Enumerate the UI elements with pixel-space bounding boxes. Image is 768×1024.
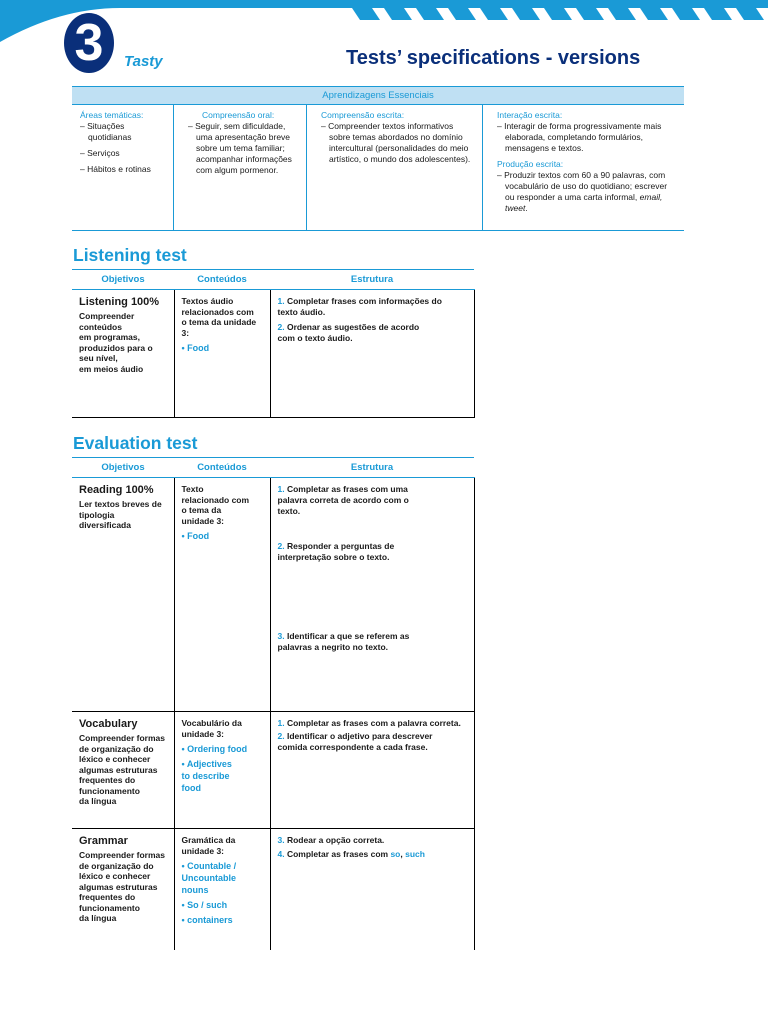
estrutura-cell xyxy=(270,290,474,418)
unit-number-badge: 3 xyxy=(64,13,114,73)
content-intro: Texto relacionado com o tema da unidade 3: xyxy=(181,484,250,526)
structure-item: 4. Completar as frases com so, such xyxy=(277,849,425,859)
objetivos-cell xyxy=(72,829,174,950)
areas-heading: Áreas temáticas: xyxy=(80,110,144,120)
column-header: Objetivos xyxy=(72,458,174,478)
objective-desc: Ler textos breves de tipologia diversificada xyxy=(79,499,162,530)
objective-desc: Compreender conteúdos em programas, produzidos para o seu nível, em meios áudio xyxy=(79,311,153,374)
structure-item: 1. Completar as frases com a palavra correta. xyxy=(277,718,461,728)
column-header: Estrutura xyxy=(270,270,474,290)
aprendizagens-title: Aprendizagens Essenciais xyxy=(72,86,684,105)
conteudos-cell xyxy=(174,829,270,950)
column-header: Estrutura xyxy=(270,458,474,478)
aprendizagens-table xyxy=(72,86,684,231)
oral-text: – Seguir, sem dificuldade, uma apresentação breve sobre um tema familiar; acompanhar informações com algum pormenor. xyxy=(188,121,292,175)
structure-item: 3. Identificar a que se referem as palavras a negrito no texto. xyxy=(277,631,410,652)
vocabulary-row xyxy=(72,712,474,829)
content-bullet: • Ordering food xyxy=(181,744,248,754)
objective-title: Reading 100% xyxy=(79,484,154,496)
conteudos-cell xyxy=(174,290,270,418)
listening-title: Listening test xyxy=(73,245,187,265)
structure-item: 2. Identificar o adjetivo para descrever comida correspondente a cada frase. xyxy=(277,731,433,752)
oral-column xyxy=(174,105,307,230)
areas-item: – Situações quotidianas xyxy=(80,121,132,142)
grammar-row xyxy=(72,829,474,950)
conteudos-cell xyxy=(174,478,270,712)
producao-text: – Produzir textos com 60 a 90 palavras, com vocabulário de uso do quotidiano; escrever ou responder a uma carta informal, email, tweet. xyxy=(497,170,668,213)
estrutura-cell xyxy=(270,829,474,950)
oral-heading: Compreensão oral: xyxy=(202,110,275,120)
structure-item: 1. Completar as frases com uma palavra correta de acordo com o texto. xyxy=(277,484,409,516)
conteudos-cell xyxy=(174,712,270,829)
escrita-text: – Compreender textos informativos sobre temas abordados no domínio intercultural (personalidades do meio artístico, o mundo dos adolescentes). xyxy=(321,121,471,164)
producao-heading: Produção escrita: xyxy=(497,159,564,169)
estrutura-cell xyxy=(270,712,474,829)
objective-desc: Compreender formas de organização do léxico e conhecer algumas estruturas frequentes do funcionamento da língua xyxy=(79,850,165,923)
objective-title: Vocabulary xyxy=(79,718,138,730)
reading-row xyxy=(72,478,474,712)
areas-column xyxy=(72,105,174,230)
interacao-heading: Interação escrita: xyxy=(497,110,563,120)
structure-item: 1. Completar frases com informações do texto áudio. xyxy=(277,296,442,317)
listening-table xyxy=(72,269,475,418)
content-bullet: • containers xyxy=(181,915,233,925)
content-intro: Gramática da unidade 3: xyxy=(181,835,236,856)
escrita-column xyxy=(307,105,483,230)
objetivos-cell xyxy=(72,478,174,712)
content-bullet: • Countable / Uncountable nouns xyxy=(181,861,237,895)
brand-name: Tasty xyxy=(124,53,163,70)
content-intro: Textos áudio relacionados com o tema da unidade 3: xyxy=(181,296,257,338)
objetivos-cell xyxy=(72,290,174,418)
structure-item: 2. Ordenar as sugestões de acordo com o texto áudio. xyxy=(277,322,420,343)
objective-title: Listening 100% xyxy=(79,296,160,308)
column-header: Objetivos xyxy=(72,270,174,290)
evaluation-title: Evaluation test xyxy=(73,433,198,453)
column-header: Conteúdos xyxy=(174,458,270,478)
column-header: Conteúdos xyxy=(174,270,270,290)
evaluation-table xyxy=(72,457,475,950)
areas-item: – Hábitos e rotinas xyxy=(80,164,151,174)
interacao-text: – Interagir de forma progressivamente mais elaborada, completando formulários, mensagens e textos. xyxy=(497,121,662,153)
page-title: Tests’ specifications - versions xyxy=(346,47,641,69)
content-intro: Vocabulário da unidade 3: xyxy=(181,718,242,739)
content-bullet: • Food xyxy=(181,531,210,541)
areas-item: – Serviços xyxy=(80,148,120,158)
objective-title: Grammar xyxy=(79,835,128,847)
escrita-heading: Compreensão escrita: xyxy=(321,110,405,120)
objetivos-cell xyxy=(72,712,174,829)
estrutura-cell xyxy=(270,478,474,712)
structure-item: 3. Rodear a opção correta. xyxy=(277,835,385,845)
interacao-column xyxy=(483,105,684,230)
content-bullet: • Food xyxy=(181,343,210,353)
content-bullet: • Adjectives to describe food xyxy=(181,759,232,793)
objective-desc: Compreender formas de organização do léxico e conhecer algumas estruturas frequentes do funcionamento da língua xyxy=(79,733,165,806)
content-bullet: • So / such xyxy=(181,900,228,910)
structure-item: 2. Responder a perguntas de interpretação sobre o texto. xyxy=(277,541,395,562)
